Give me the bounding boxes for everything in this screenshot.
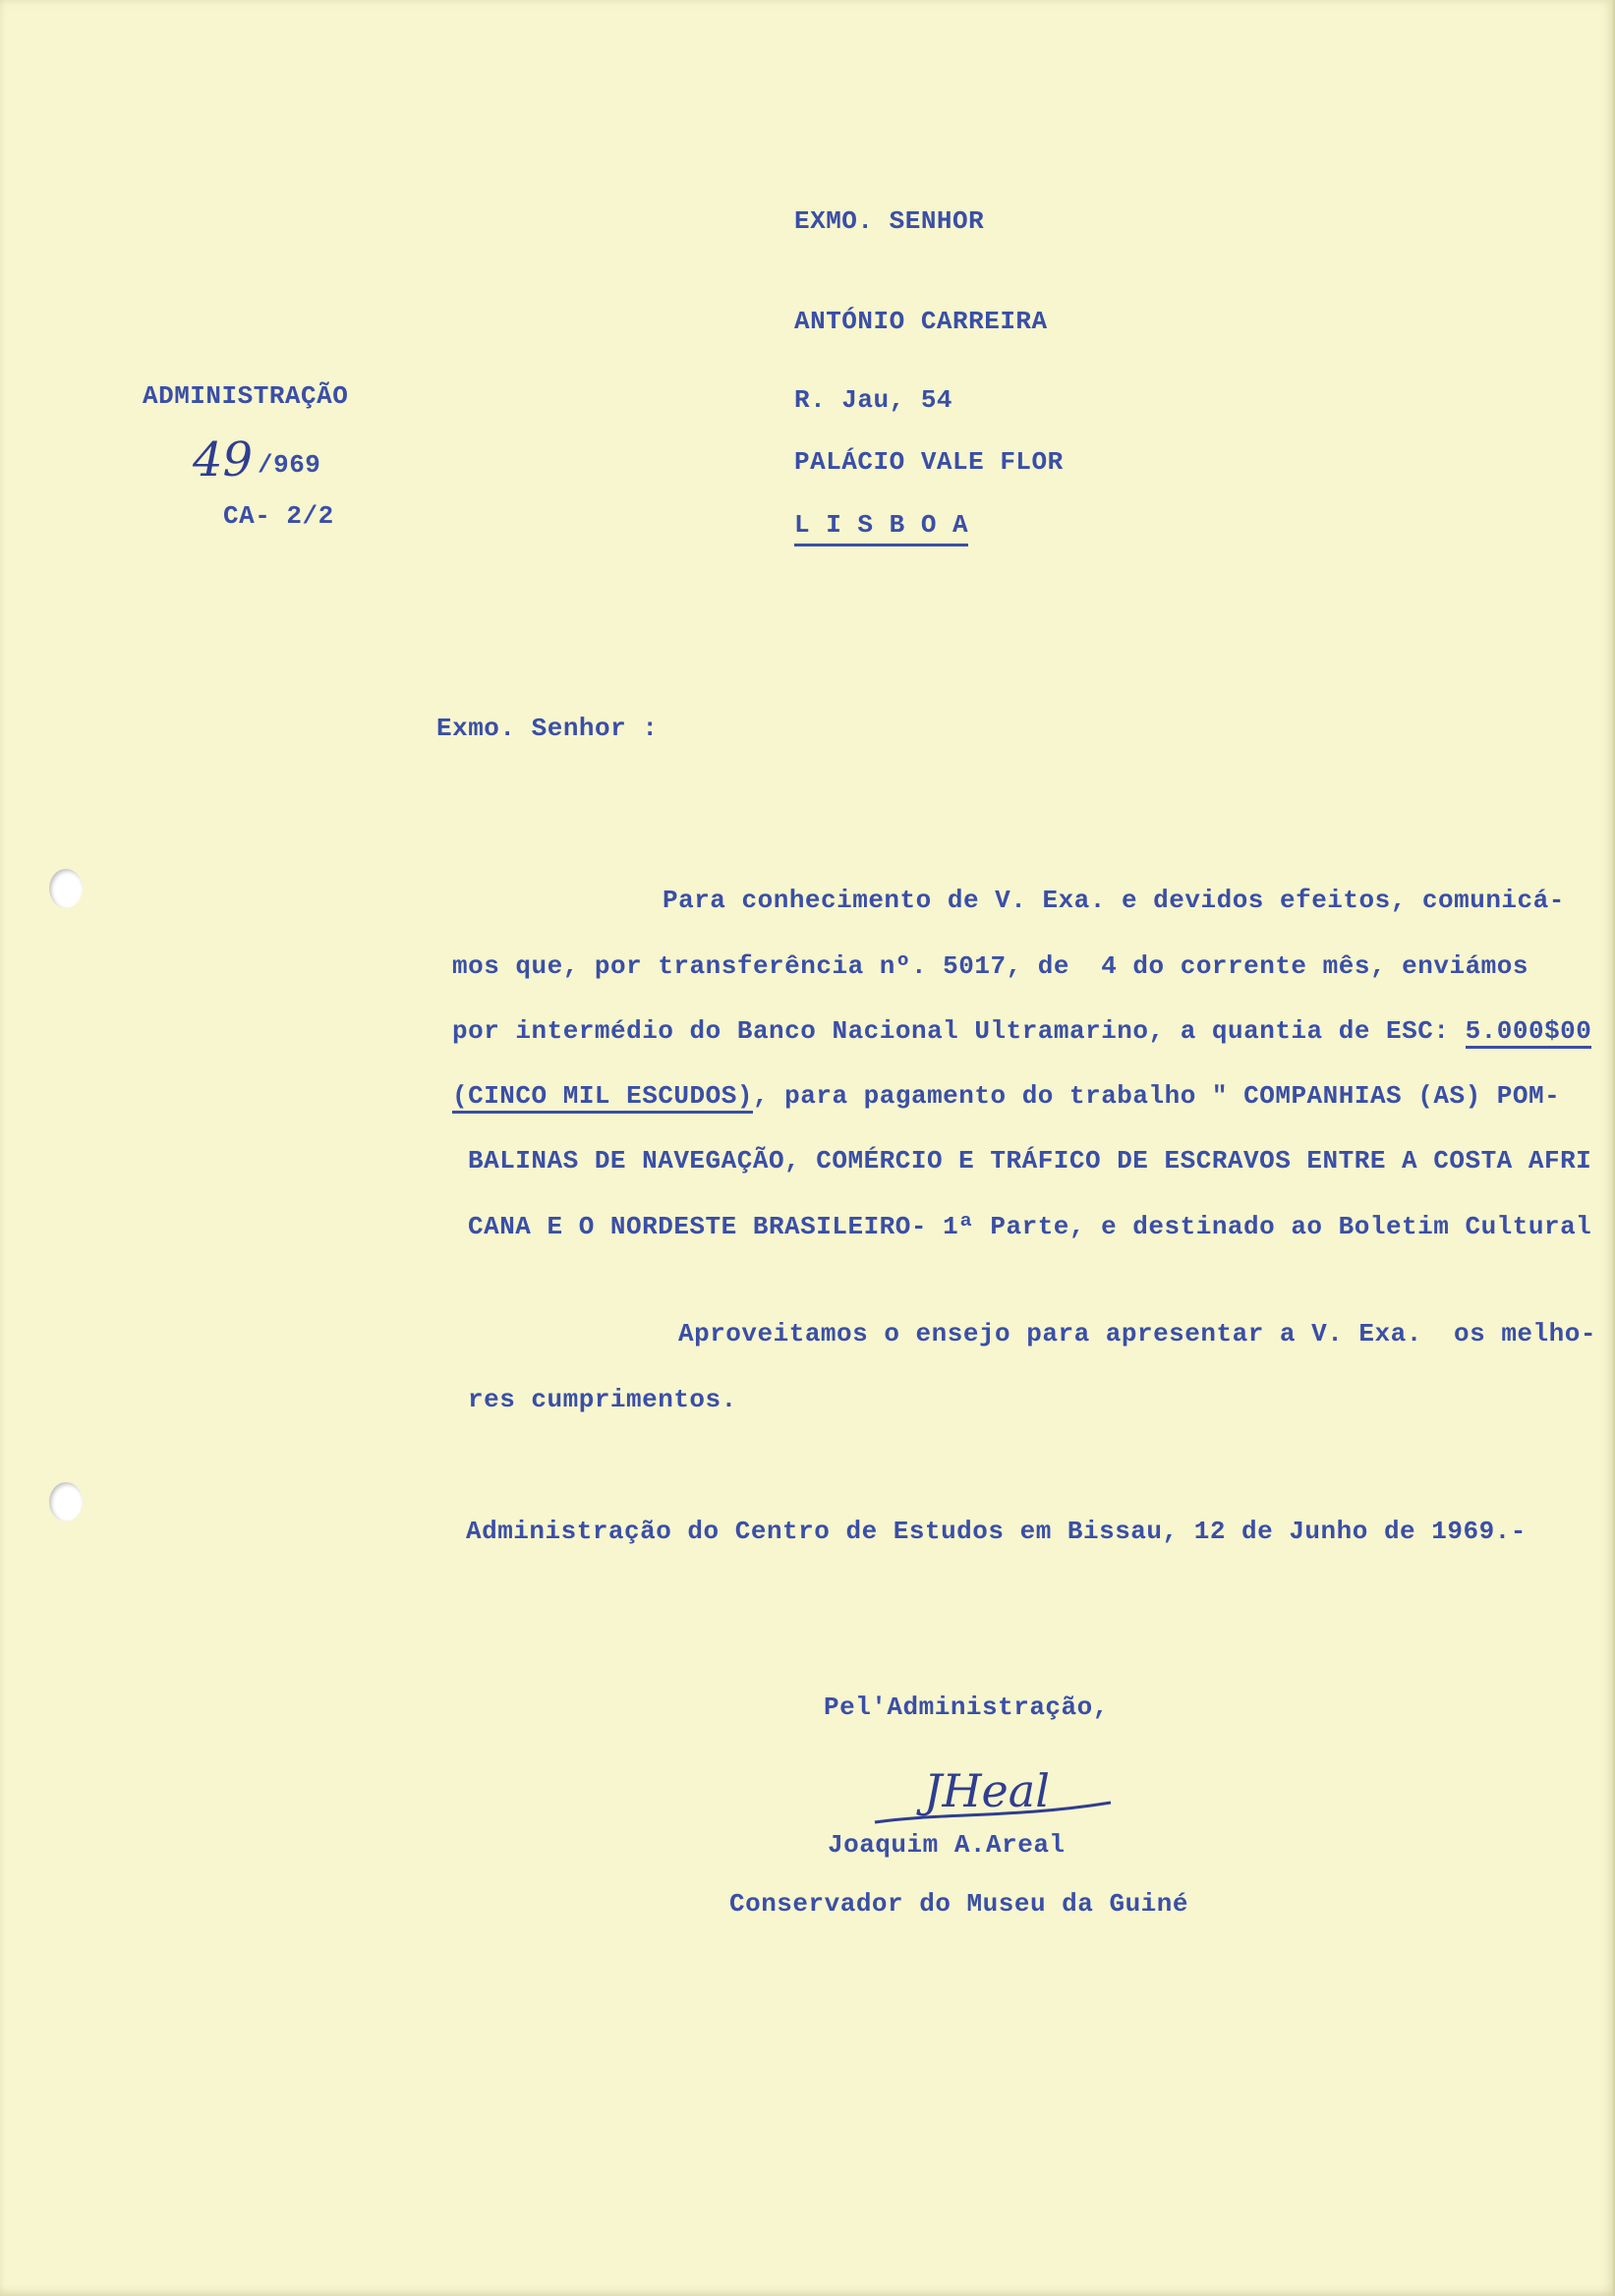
addressee-building: PALÁCIO VALE FLOR (794, 447, 1064, 477)
body-line-2: mos que, por transferência nº. 5017, de 4 do corrente mês, enviámos (452, 951, 1528, 981)
place-date: Administração do Centro de Estudos em Bissau, 12 de Junho de 1969.- (466, 1517, 1527, 1546)
body-line-3 (452, 1016, 1591, 1046)
amount: 5.000$00 (1466, 1016, 1592, 1049)
body-line-4-text: , para pagamento do trabalho " COMPANHIAS (AS) POM- (752, 1081, 1561, 1111)
reference-code: CA- 2/2 (223, 501, 334, 531)
reference-year: /969 (258, 450, 321, 480)
addressee-salutation: EXMO. SENHOR (794, 206, 985, 236)
reference-number-handwritten: 49 (193, 432, 254, 488)
body-line-6: CANA E O NORDESTE BRASILEIRO- 1ª Parte, e destinado ao Boletim Cultural (468, 1212, 1592, 1241)
body-line-3-text: por intermédio do Banco Nacional Ultramarino, a quantia de ESC: (452, 1016, 1466, 1046)
amount-words: (CINCO MIL ESCUDOS) (452, 1081, 753, 1114)
greeting: Exmo. Senhor : (436, 714, 659, 743)
body-line-5: BALINAS DE NAVEGAÇÃO, COMÉRCIO E TRÁFICO DE ESCRAVOS ENTRE A COSTA AFRI (468, 1146, 1592, 1176)
punch-hole-bottom (49, 1482, 83, 1521)
signature-text: JHeal (924, 1764, 1050, 1817)
body-line-8: res cumprimentos. (468, 1385, 737, 1414)
body-line-4 (452, 1081, 1560, 1111)
addressee-city: L I S B O A (794, 510, 968, 546)
body-line-7: Aproveitamos o ensejo para apresentar a V. Exa. os melho- (678, 1319, 1596, 1349)
addressee-name: ANTÓNIO CARREIRA (794, 307, 1048, 336)
signer-title: Conservador do Museu da Guiné (729, 1889, 1188, 1919)
reference-dept: ADMINISTRAÇÃO (143, 381, 349, 411)
addressee-street: R. Jau, 54 (794, 385, 953, 415)
signature (865, 1759, 1140, 1838)
punch-hole-top (49, 869, 83, 908)
body-line-1: Para conhecimento de V. Exa. e devidos efeitos, comunicá- (663, 886, 1565, 915)
signoff: Pel'Administração, (824, 1693, 1109, 1722)
signer-name: Joaquim A.Areal (828, 1830, 1066, 1860)
